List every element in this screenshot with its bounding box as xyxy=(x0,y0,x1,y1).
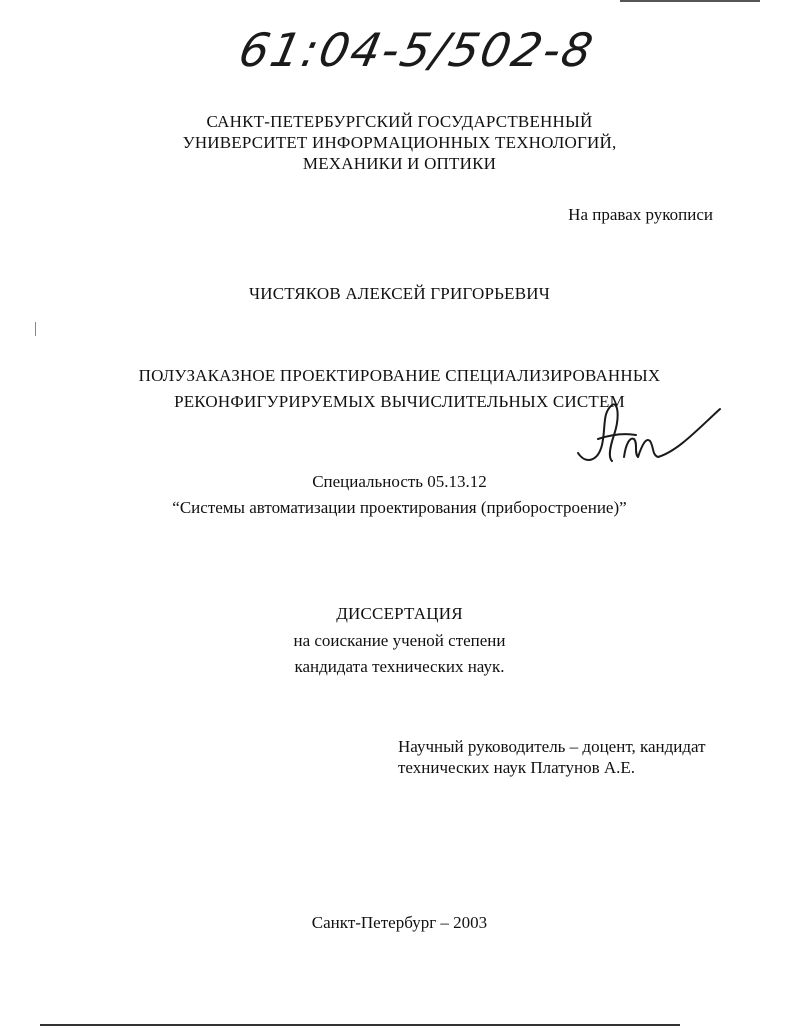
university-line-3: МЕХАНИКИ И ОПТИКИ xyxy=(302,154,497,173)
manuscript-rights: На правах рукописи xyxy=(568,205,713,224)
signature-icon xyxy=(568,395,728,470)
specialty-code: Специальность 05.13.12 xyxy=(312,472,487,491)
handwritten-archive-code: 61:04-5/502-8 xyxy=(234,23,600,77)
university-line-1: САНКТ-ПЕТЕРБУРГСКИЙ ГОСУДАРСТВЕННЫЙ xyxy=(206,112,593,131)
title-line-1: ПОЛУЗАКАЗНОЕ ПРОЕКТИРОВАНИЕ СПЕЦИАЛИЗИРОВАННЫХ xyxy=(138,366,661,385)
supervisor-line-2: технических наук Платунов А.Е. xyxy=(398,758,636,777)
place-year: Санкт-Петербург – 2003 xyxy=(311,913,488,932)
specialty-name: “Системы автоматизации проектирования (приборостроение)” xyxy=(172,498,627,517)
dissertation-degree-line-1: на соискание ученой степени xyxy=(293,631,506,650)
supervisor-line-1: Научный руководитель – доцент, кандидат xyxy=(398,737,706,756)
scan-edge-mark-top xyxy=(620,0,760,2)
dissertation-degree-line-2: кандидата технических наук. xyxy=(294,657,505,676)
university-line-2: УНИВЕРСИТЕТ ИНФОРМАЦИОННЫХ ТЕХНОЛОГИЙ, xyxy=(182,133,617,152)
title-line-2: РЕКОНФИГУРИРУЕМЫХ ВЫЧИСЛИТЕЛЬНЫХ СИСТЕМ xyxy=(174,392,625,411)
dissertation-heading: ДИССЕРТАЦИЯ xyxy=(336,604,463,623)
scan-edge-mark-left xyxy=(35,322,36,336)
author-name: ЧИСТЯКОВ АЛЕКСЕЙ ГРИГОРЬЕВИЧ xyxy=(249,284,550,303)
scan-edge-mark-bottom xyxy=(40,1024,680,1026)
